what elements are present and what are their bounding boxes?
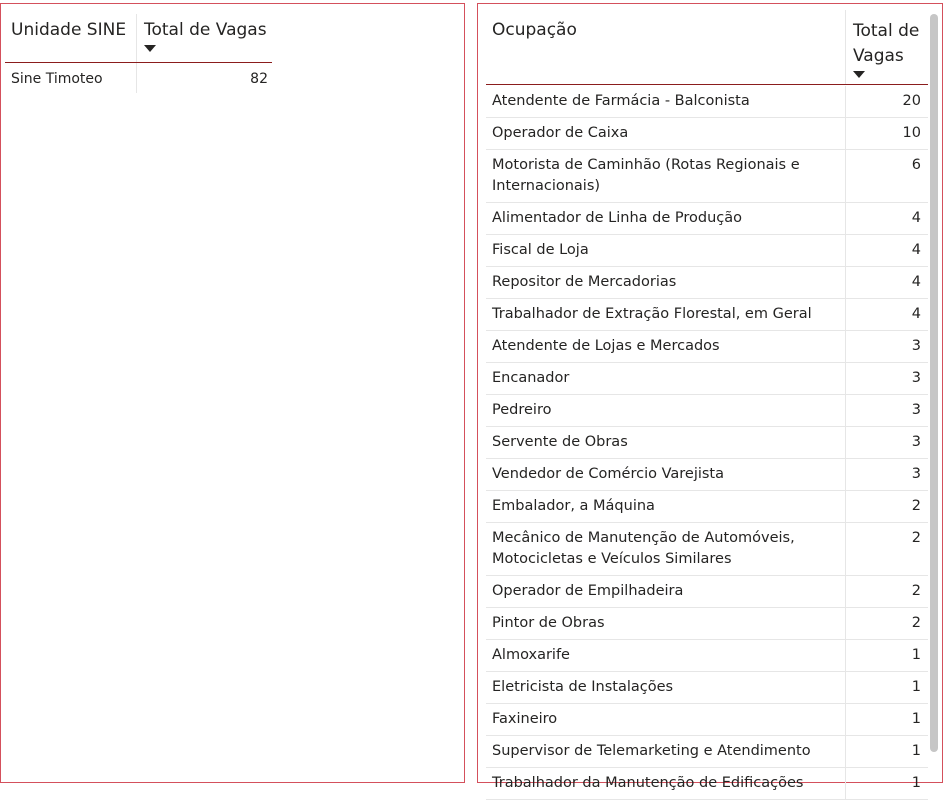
- total-cell-wrap: [136, 63, 273, 93]
- occupation-cell: Operador de Caixa: [492, 125, 629, 141]
- occupation-cell: Motorista de Caminhão (Rotas Regionais e Internacionais): [492, 157, 800, 194]
- total-cell: 1: [845, 736, 928, 767]
- unit-table-header: [5, 14, 272, 63]
- total-cell: 2: [845, 608, 928, 639]
- total-cell: 2: [845, 491, 928, 522]
- column-header-total-line2: Vagas: [853, 46, 904, 66]
- table-row[interactable]: [486, 150, 928, 203]
- occupation-cell: Fiscal de Loja: [492, 242, 589, 258]
- table-row[interactable]: [486, 459, 928, 491]
- table-row[interactable]: [5, 63, 272, 93]
- total-cell: 4: [845, 299, 928, 330]
- table-row[interactable]: [486, 640, 928, 672]
- table-row[interactable]: [486, 736, 928, 768]
- total-cell: 20: [845, 86, 928, 117]
- table-row[interactable]: [486, 395, 928, 427]
- table-row[interactable]: [486, 203, 928, 235]
- occupation-cell: Operador de Empilhadeira: [492, 583, 684, 599]
- sort-descending-icon[interactable]: [144, 45, 156, 52]
- table-row[interactable]: [486, 299, 928, 331]
- table-row[interactable]: [486, 768, 928, 800]
- occupation-cell: Alimentador de Linha de Produção: [492, 210, 743, 226]
- total-cell: 4: [845, 203, 928, 234]
- total-cell: 2: [845, 576, 928, 607]
- occupation-cell: Pintor de Obras: [492, 615, 605, 631]
- table-row[interactable]: [486, 235, 928, 267]
- table-row[interactable]: [486, 576, 928, 608]
- total-cell: 2: [845, 523, 928, 575]
- table-row[interactable]: [486, 363, 928, 395]
- column-header-unit[interactable]: Unidade SINE: [11, 20, 127, 40]
- occupation-table-body: [486, 86, 928, 791]
- total-cell: 3: [845, 331, 928, 362]
- occupation-cell: Vendedor de Comércio Varejista: [492, 466, 724, 482]
- total-cell: 1: [845, 672, 928, 703]
- column-header-total[interactable]: [845, 10, 928, 84]
- table-row[interactable]: [486, 427, 928, 459]
- table-row[interactable]: [486, 491, 928, 523]
- unit-cell: Sine Timoteo: [11, 71, 103, 87]
- table-row[interactable]: [486, 608, 928, 640]
- column-header-total[interactable]: [136, 14, 272, 62]
- table-row[interactable]: [486, 704, 928, 736]
- occupation-cell: Supervisor de Telemarketing e Atendimento: [492, 743, 811, 759]
- occupation-cell: Mecânico de Manutenção de Automóveis, Motocicletas e Veículos Similares: [492, 530, 795, 567]
- total-cell: 1: [845, 704, 928, 735]
- column-header-occupation[interactable]: Ocupação: [492, 20, 577, 40]
- table-row[interactable]: [486, 267, 928, 299]
- occupation-cell: Faxineiro: [492, 711, 558, 727]
- table-row[interactable]: [486, 672, 928, 704]
- column-header-total-label: Total de Vagas: [144, 20, 267, 40]
- occupation-cell: Atendente de Farmácia - Balconista: [492, 93, 750, 109]
- column-header-total-line1: Total de: [853, 21, 920, 41]
- total-cell: 10: [845, 118, 928, 149]
- total-cell: 3: [845, 427, 928, 458]
- occupation-cell: Embalador, a Máquina: [492, 498, 655, 514]
- occupation-table-panel: [477, 3, 943, 791]
- occupation-cell: Repositor de Mercadorias: [492, 274, 677, 290]
- unit-table-panel: [0, 3, 465, 783]
- occupation-cell: Encanador: [492, 370, 570, 386]
- occupation-cell: Atendente de Lojas e Mercados: [492, 338, 720, 354]
- total-cell: 1: [845, 640, 928, 671]
- total-cell: 1: [845, 768, 928, 799]
- occupation-cell: Pedreiro: [492, 402, 552, 418]
- total-cell: 3: [845, 395, 928, 426]
- occupation-cell: Servente de Obras: [492, 434, 628, 450]
- occupation-cell: Trabalhador de Extração Florestal, em Geral: [492, 306, 812, 322]
- table-row[interactable]: [486, 118, 928, 150]
- total-cell: 4: [845, 235, 928, 266]
- occupation-table-header: [486, 10, 928, 85]
- table-row[interactable]: [486, 523, 928, 576]
- total-cell: 3: [845, 363, 928, 394]
- occupation-cell: Eletricista de Instalações: [492, 679, 674, 695]
- total-cell: 4: [845, 267, 928, 298]
- sort-descending-icon[interactable]: [853, 71, 865, 78]
- occupation-cell: Trabalhador da Manutenção de Edificações: [492, 775, 804, 791]
- total-cell: 6: [845, 150, 928, 202]
- table-row[interactable]: [486, 86, 928, 118]
- total-cell: 82: [250, 71, 268, 87]
- total-cell: 3: [845, 459, 928, 490]
- occupation-cell: Almoxarife: [492, 647, 570, 663]
- vertical-scrollbar[interactable]: [930, 14, 938, 752]
- table-row[interactable]: [486, 331, 928, 363]
